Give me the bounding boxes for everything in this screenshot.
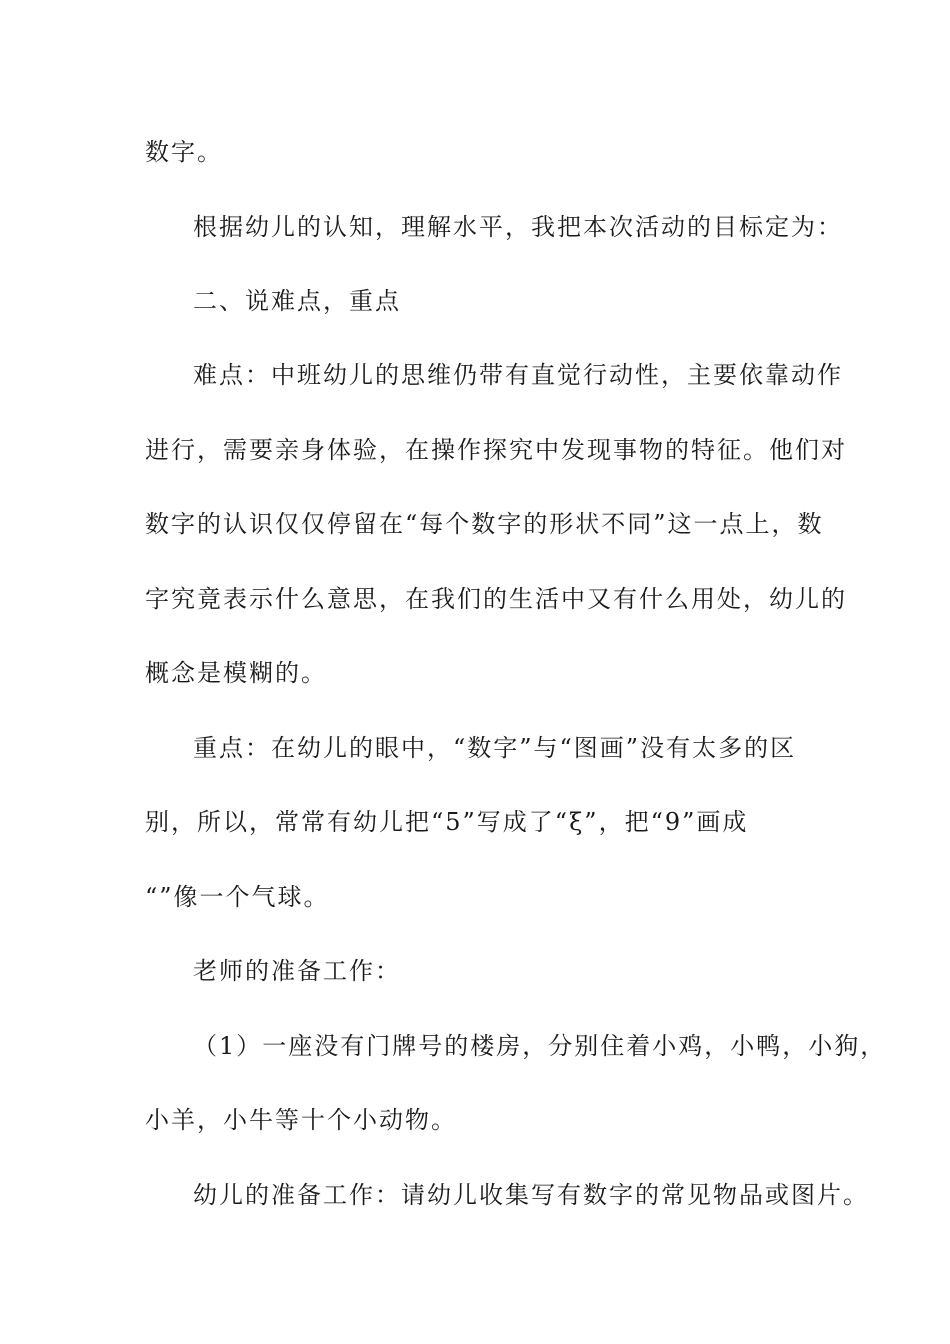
paragraph-line: 数字的认识仅仅停留在“每个数字的形状不同”这一点上，数 <box>145 510 824 538</box>
paragraph-line: 概念是模糊的。 <box>145 659 327 687</box>
paragraph-line: 数字。 <box>145 138 223 166</box>
paragraph-line: 幼儿的准备工作：请幼儿收集写有数字的常见物品或图片。 <box>193 1181 869 1209</box>
paragraph-line: 难点：中班幼儿的思维仍带有直觉行动性，主要依靠动作 <box>193 361 843 389</box>
paragraph-line: 进行，需要亲身体验，在操作探究中发现事物的特征。他们对 <box>145 436 847 464</box>
section-heading: 二、说难点，重点 <box>193 287 401 315</box>
paragraph-line: 重点：在幼儿的眼中，“数字”与“图画”没有太多的区 <box>193 734 797 762</box>
paragraph-line: 别，所以，常常有幼儿把“5”写成了“ξ”，把“9”画成 <box>145 808 749 836</box>
paragraph-line: 字究竟表示什么意思，在我们的生活中又有什么用处，幼儿的 <box>145 585 847 613</box>
paragraph-line: 小羊，小牛等十个小动物。 <box>145 1106 457 1134</box>
list-item: （1）一座没有门牌号的楼房，分别住着小鸡，小鸭，小狗， <box>193 1032 887 1060</box>
paragraph-line: 老师的准备工作： <box>193 957 401 985</box>
paragraph-line: 根据幼儿的认知，理解水平，我把本次活动的目标定为： <box>193 213 843 241</box>
paragraph-line: “”像一个气球。 <box>145 883 330 911</box>
